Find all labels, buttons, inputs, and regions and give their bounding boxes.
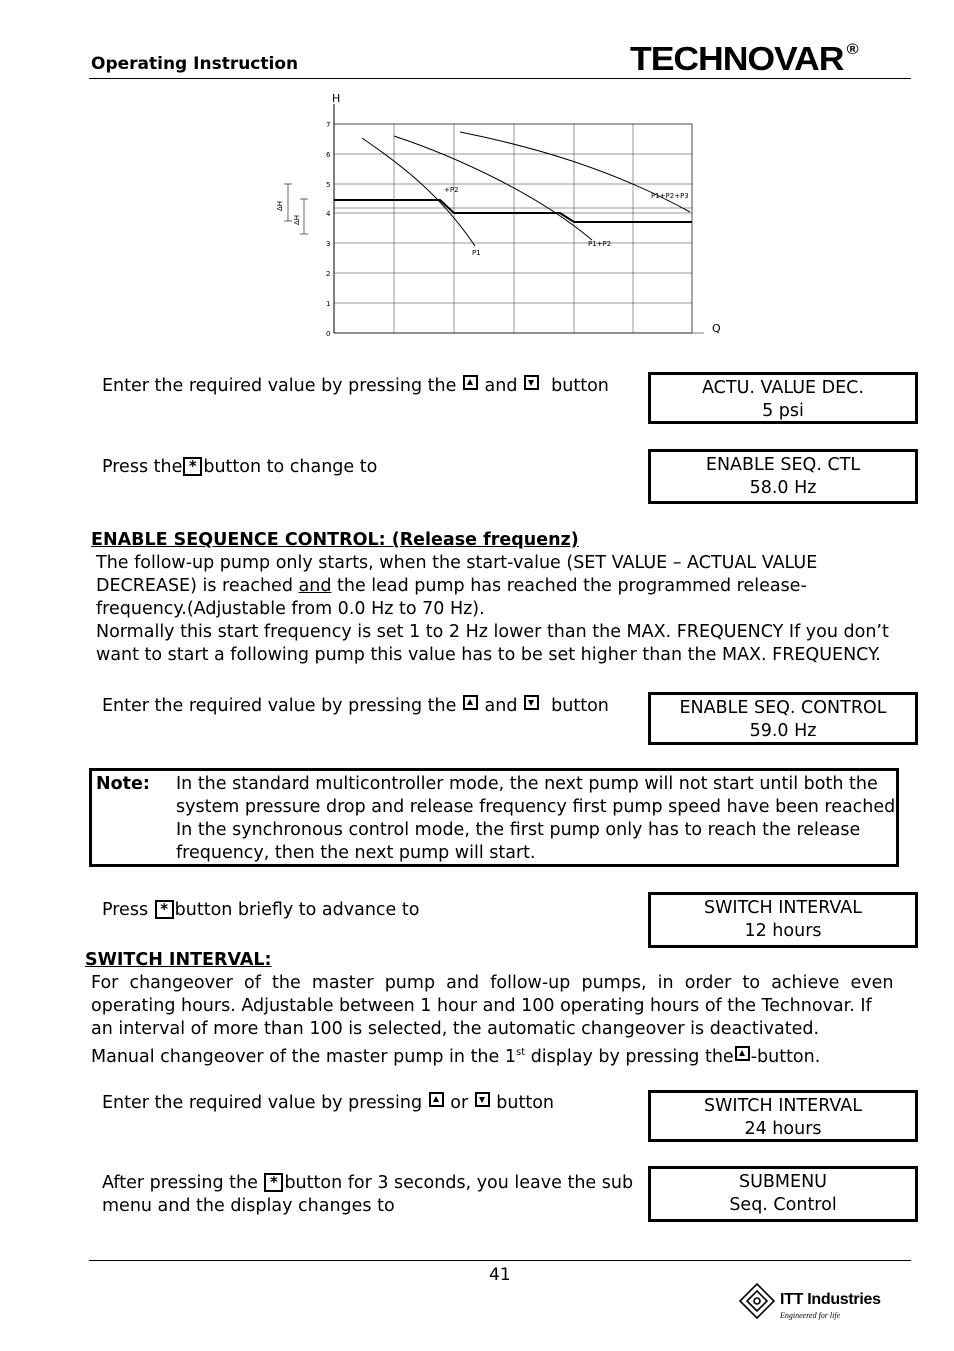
text: display by pressing the (525, 1046, 734, 1067)
up-button-icon (429, 1092, 444, 1107)
paragraph-line (96, 575, 889, 598)
curve-p1-p2 (394, 136, 592, 240)
instruction-text: button to change to (203, 457, 378, 477)
curve-p1-p2-p3 (460, 132, 690, 212)
instruction-text: Enter the required value by pressing (102, 1093, 423, 1113)
y-tick-1: 1 (326, 300, 331, 308)
display-line-1: SWITCH INTERVAL (704, 1096, 862, 1116)
dh-markers (284, 184, 308, 234)
display-line-2: 24 hours (744, 1119, 822, 1139)
instruction-text: or (450, 1093, 469, 1113)
paragraph-line: Normally this start frequency is set 1 to 2 Hz lower than the MAX. FREQUENCY If you don’t (96, 622, 889, 642)
y-tick-5: 5 (326, 181, 331, 189)
display-enable-seq-ctl (648, 449, 918, 504)
text: Manual changeover of the master pump in the 1 (91, 1046, 516, 1067)
document-title: Operating Instruction (91, 54, 299, 74)
paragraph-line: For changeover of the master pump and follow-up pumps, in order to achieve even (91, 973, 894, 993)
note-line: frequency, then the next pump will start. (176, 843, 536, 863)
y-tick-7: 7 (326, 121, 331, 129)
paragraph-line: want to start a following pump this value has to be set higher than the MAX. FREQUENCY. (96, 645, 881, 665)
display-line-2: 59.0 Hz (749, 721, 817, 741)
down-button-icon (475, 1092, 490, 1107)
page-number: 41 (489, 1265, 511, 1285)
logo-text: TECHNOVAR (630, 40, 844, 77)
curve-label-p2: +P2 (444, 186, 459, 194)
instruction-text: Enter the required value by pressing the (102, 696, 457, 716)
down-button-icon (524, 375, 539, 390)
control-line (334, 200, 692, 222)
instruction-press-star-1 (102, 456, 377, 479)
display-submenu-seq-control (648, 1166, 918, 1222)
instruction-leave-submenu (102, 1172, 633, 1218)
display-line-2: 5 psi (762, 401, 804, 421)
instruction-enter-value-3 (102, 1092, 554, 1115)
star-button-icon: * (264, 1173, 283, 1192)
technovar-logo (630, 40, 857, 78)
enable-seq-heading: ENABLE SEQUENCE CONTROL: (Release frequenz) (91, 530, 579, 550)
curve-label-p1-p2: P1+P2 (588, 240, 612, 248)
instruction-text: and (484, 696, 518, 716)
curve-label-p1: P1 (472, 249, 481, 257)
instruction-text: button (496, 1093, 555, 1113)
curve-label-p1-p2-p3: P1+P2+P3 (651, 192, 689, 200)
y-tick-0: 0 (326, 330, 331, 338)
text: DECREASE) is reached (96, 576, 299, 596)
grid-lines (334, 124, 692, 333)
note-text (176, 773, 901, 865)
display-switch-interval-12 (648, 892, 918, 948)
text: -button. (750, 1046, 821, 1067)
display-line-1: ENABLE SEQ. CONTROL (679, 698, 887, 718)
itt-emblem-icon (738, 1282, 776, 1320)
display-line-1: ACTU. VALUE DEC. (702, 378, 864, 398)
instruction-press-star-2 (102, 899, 419, 922)
underlined-text: and (298, 576, 332, 596)
note-label: Note: (96, 774, 150, 794)
up-button-icon (463, 375, 478, 390)
display-enable-seq-control (648, 692, 918, 745)
instruction-text: button (551, 376, 609, 396)
switch-interval-heading: SWITCH INTERVAL: (85, 950, 272, 970)
instruction-enter-value-2 (102, 695, 609, 718)
grid-frame (334, 124, 692, 333)
display-line-2: Seq. Control (729, 1195, 837, 1215)
switch-interval-description (91, 972, 894, 1069)
x-axis-end-label: Q (712, 322, 721, 335)
paragraph-line: operating hours. Adjustable between 1 hour and 100 operating hours of the Technovar. If (91, 996, 872, 1016)
company-tagline: Engineered for life (780, 1311, 841, 1320)
instruction-line: menu and the display changes to (102, 1196, 395, 1216)
paragraph-line: The follow-up pump only starts, when the start-value (SET VALUE – ACTUAL VALUE (96, 553, 818, 573)
y-tick-4: 4 (326, 210, 331, 218)
header-rule (89, 78, 911, 79)
display-line-2: 12 hours (744, 921, 822, 941)
star-button-icon: * (183, 457, 202, 476)
paragraph-line: frequency.(Adjustable from 0.0 Hz to 70 Hz). (96, 599, 485, 619)
instruction-text: Press (102, 900, 149, 920)
display-line-1: SUBMENU (739, 1172, 827, 1192)
instruction-text: and (484, 376, 518, 396)
registered-mark: ® (846, 41, 858, 58)
company-name: ITT Industries (780, 1291, 881, 1308)
pump-curve-chart (270, 86, 730, 342)
display-switch-interval-24 (648, 1090, 918, 1142)
display-line-2: 58.0 Hz (749, 478, 817, 498)
note-line: In the synchronous control mode, the first pump only has to reach the release (176, 820, 861, 840)
instruction-text: Press the (102, 457, 183, 477)
instruction-line (102, 1172, 633, 1195)
text: the lead pump has reached the programmed release- (331, 576, 807, 596)
display-line-1: SWITCH INTERVAL (704, 898, 862, 918)
footer-rule (89, 1260, 911, 1261)
down-button-icon (524, 695, 539, 710)
display-line-1: ENABLE SEQ. CTL (705, 455, 861, 475)
paragraph-line: an interval of more than 100 is selected, the automatic changeover is deactivated. (91, 1019, 820, 1039)
up-button-icon (463, 695, 478, 710)
note-line: In the standard multicontroller mode, the next pump will not start until both the (176, 774, 878, 794)
instruction-text: After pressing the (102, 1173, 258, 1193)
display-actu-value-dec (648, 372, 918, 424)
y-tick-3: 3 (326, 240, 331, 248)
superscript: st (515, 1047, 526, 1058)
paragraph-line (91, 1041, 894, 1069)
star-button-icon: * (155, 900, 174, 919)
instruction-text: button (551, 696, 609, 716)
note-line: system pressure drop and release frequency first pump speed have been reached. (176, 797, 901, 817)
instruction-enter-value-1 (102, 375, 609, 398)
up-button-icon (735, 1046, 750, 1061)
instruction-text: button briefly to advance to (174, 900, 420, 920)
instruction-text: Enter the required value by pressing the (102, 376, 457, 396)
y-axis-label: H (332, 92, 341, 105)
enable-seq-description (96, 552, 889, 667)
y-tick-6: 6 (326, 151, 331, 159)
dh-label-2: ΔH (293, 214, 301, 225)
y-tick-2: 2 (326, 270, 331, 278)
dh-label-1: ΔH (276, 200, 284, 211)
instruction-text: button for 3 seconds, you leave the sub (284, 1173, 634, 1193)
